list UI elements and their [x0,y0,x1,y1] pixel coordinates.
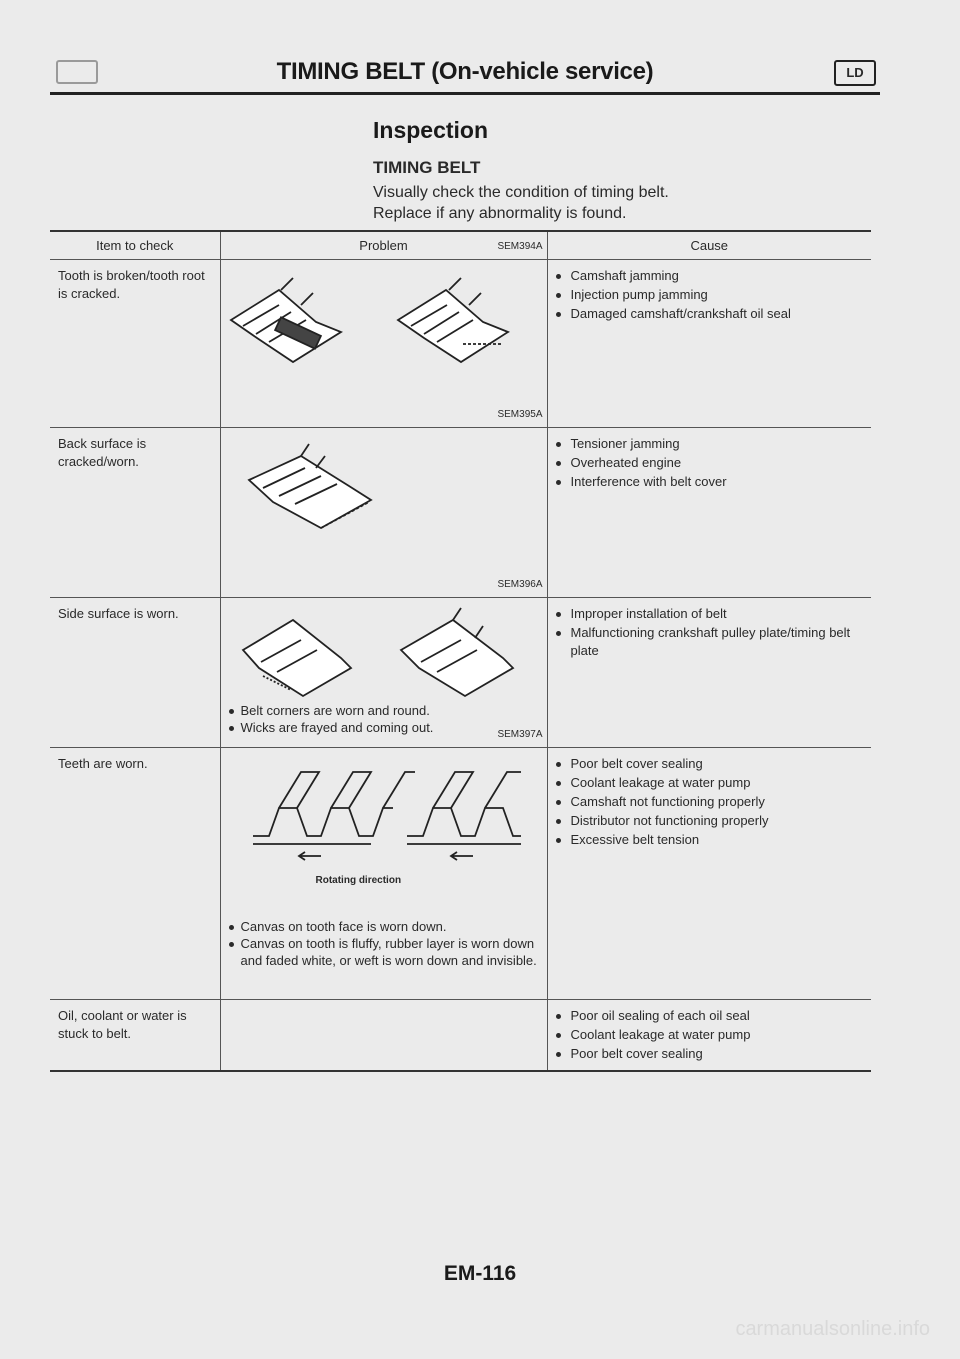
table-row [50,260,871,428]
broken-tooth-belt-illustration [221,260,548,428]
item-cell: Tooth is broken/tooth root is cracked. [50,260,220,428]
figure-code: SEM396A [497,579,543,590]
cause-item: Injection pump jamming [556,286,864,304]
page-number: EM-116 [443,1262,517,1285]
cause-item: Damaged camshaft/crankshaft oil seal [556,305,864,323]
intro-section [373,117,813,224]
item-cell: Back surface is cracked/worn. [50,428,220,598]
cause-item: Coolant leakage at water pump [556,1026,864,1044]
cause-item: Excessive belt tension [556,831,864,849]
cause-item: Poor belt cover sealing [556,755,864,773]
rotating-direction-label: Rotating direction [315,875,402,886]
page-title: TIMING BELT (On-vehicle service) [276,58,654,85]
figure-note: Wicks are frayed and coming out. [229,719,543,736]
cause-item: Camshaft jamming [556,267,864,285]
watermark: carmanualsonline.info [735,1318,930,1340]
table-row [50,428,871,598]
cracked-back-belt-illustration [221,428,548,598]
engine-badge: LD [834,60,876,86]
item-cell: Side surface is worn. [50,598,220,748]
cause-cell [547,260,871,428]
problem-cell [220,409,547,598]
problem-cell [220,1000,547,1072]
column-header-item: Item to check [50,231,220,260]
subsection-title: TIMING BELT [373,158,481,177]
cause-item: Camshaft not functioning properly [556,793,864,811]
cause-item: Coolant leakage at water pump [556,774,864,792]
problem-cell [220,579,547,748]
table-row [50,748,871,1000]
cause-item: Improper installation of belt [556,605,864,623]
figure-code: SEM397A [497,729,543,740]
item-cell: Teeth are worn. [50,748,220,1000]
intro-line: Replace if any abnormality is found. [373,205,627,222]
figure-note: Canvas on tooth face is worn down. [229,918,543,935]
cause-item: Overheated engine [556,454,864,472]
column-header-cause: Cause [547,231,871,260]
column-header-problem: Problem [220,231,547,260]
cause-item: Interference with belt cover [556,473,864,491]
table-row [50,1000,871,1072]
cause-item: Poor oil sealing of each oil seal [556,1007,864,1025]
section-title: Inspection [373,117,489,143]
table-header-row [50,231,871,260]
cause-cell [547,598,871,748]
inspection-table [50,230,871,1072]
cause-item: Poor belt cover sealing [556,1045,864,1063]
item-cell: Oil, coolant or water is stuck to belt. [50,1000,220,1072]
figure-code: SEM394A [497,241,543,252]
problem-cell [220,729,547,1000]
figure-code: SEM395A [497,409,543,420]
cause-cell [547,1000,871,1072]
cause-item: Tensioner jamming [556,435,864,453]
cause-item: Malfunctioning crankshaft pulley plate/timing belt plate [556,624,864,660]
cause-cell [547,748,871,1000]
table-row [50,598,871,748]
figure-note: Belt corners are worn and round. [229,702,543,719]
intro-line: Visually check the condition of timing belt. [373,184,669,201]
figure-note: Canvas on tooth is fluffy, rubber layer is worn down and faded white, or weft is worn down and invisible. [229,935,543,969]
cause-item: Distributor not functioning properly [556,812,864,830]
cause-cell [547,428,871,598]
page-header [50,52,880,95]
